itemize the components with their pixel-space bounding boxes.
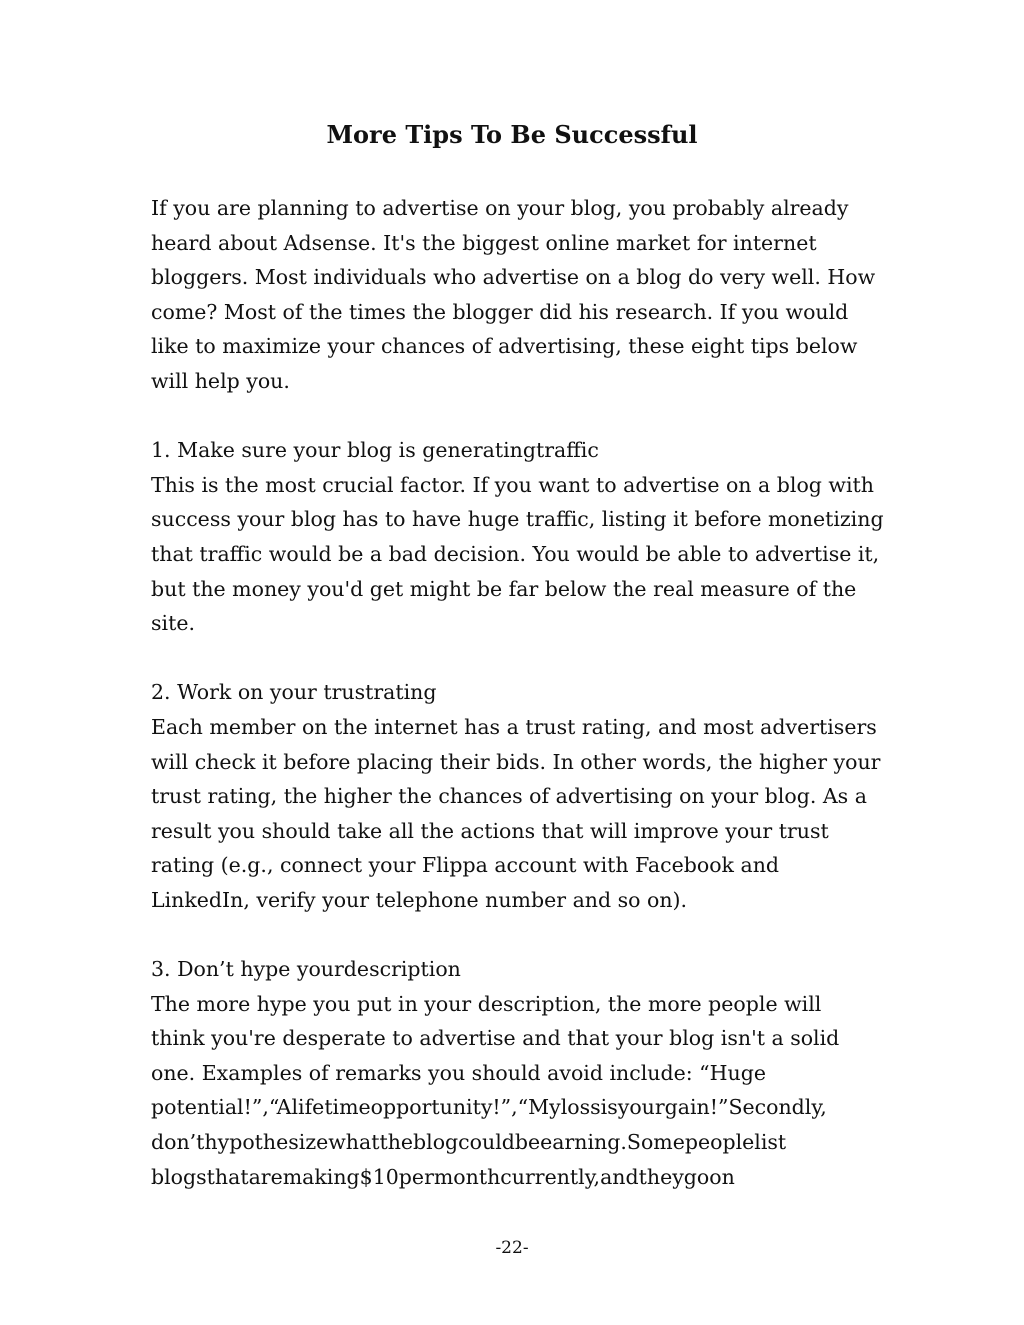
tip-heading: 2. Work on your trustrating — [151, 680, 437, 705]
tip-line: one. Examples of remarks you should avoid include: “Huge — [151, 1060, 766, 1085]
tip-3 — [151, 952, 881, 1194]
tip-line: will check it before placing their bids. In other words, the higher your — [151, 749, 881, 774]
page-title: More Tips To Be Successful — [326, 120, 698, 149]
paragraph-gap — [151, 641, 881, 676]
tip-heading: 1. Make sure your blog is generatingtraffic — [151, 438, 599, 463]
tip-line: site. — [151, 611, 195, 636]
tip-line: success your blog has to have huge traffic, listing it before monetizing — [151, 507, 884, 532]
intro-line: heard about Adsense. It's the biggest online market for internet — [151, 230, 817, 255]
page-body — [151, 191, 884, 1194]
intro-line: bloggers. Most individuals who advertise on a blog do very well. How — [151, 265, 876, 290]
tip-line: This is the most crucial factor. If you want to advertise on a blog with — [151, 472, 874, 497]
page-number: -22- — [495, 1238, 529, 1258]
tip-line: blogsthataremaking$10permonthcurrently,andtheygoon — [151, 1164, 735, 1189]
paragraph-gap — [151, 917, 881, 952]
tip-heading: 3. Don’t hype yourdescription — [151, 957, 461, 982]
tip-2 — [151, 675, 881, 917]
intro-line: like to maximize your chances of advertising, these eight tips below — [151, 334, 858, 359]
tip-line: trust rating, the higher the chances of advertising on your blog. As a — [151, 784, 867, 809]
tip-line: The more hype you put in your description, the more people will — [151, 991, 822, 1016]
tip-line: potential!”,“Alifetimeopportunity!”,“Mylossisyourgain!”Secondly, — [151, 1095, 827, 1120]
tip-line: think you're desperate to advertise and that your blog isn't a solid — [151, 1026, 840, 1051]
tip-line: don’thypothesizewhattheblogcouldbeearning.Somepeoplelist — [151, 1130, 787, 1155]
tip-line: Each member on the internet has a trust rating, and most advertisers — [151, 714, 877, 739]
tip-line: that traffic would be a bad decision. You would be able to advertise it, — [151, 541, 880, 566]
tip-line: rating (e.g., connect your Flippa account with Facebook and — [151, 853, 780, 878]
intro-paragraph — [151, 191, 881, 399]
tip-line: but the money you'd get might be far below the real measure of the — [151, 576, 857, 601]
tip-line: LinkedIn, verify your telephone number and so on). — [151, 887, 688, 912]
intro-line: will help you. — [151, 368, 290, 393]
tip-line: result you should take all the actions that will improve your trust — [151, 818, 829, 843]
intro-line: If you are planning to advertise on your blog, you probably already — [151, 196, 849, 220]
intro-line: come? Most of the times the blogger did his research. If you would — [151, 299, 849, 324]
tip-1 — [151, 433, 884, 641]
paragraph-gap — [151, 399, 881, 434]
